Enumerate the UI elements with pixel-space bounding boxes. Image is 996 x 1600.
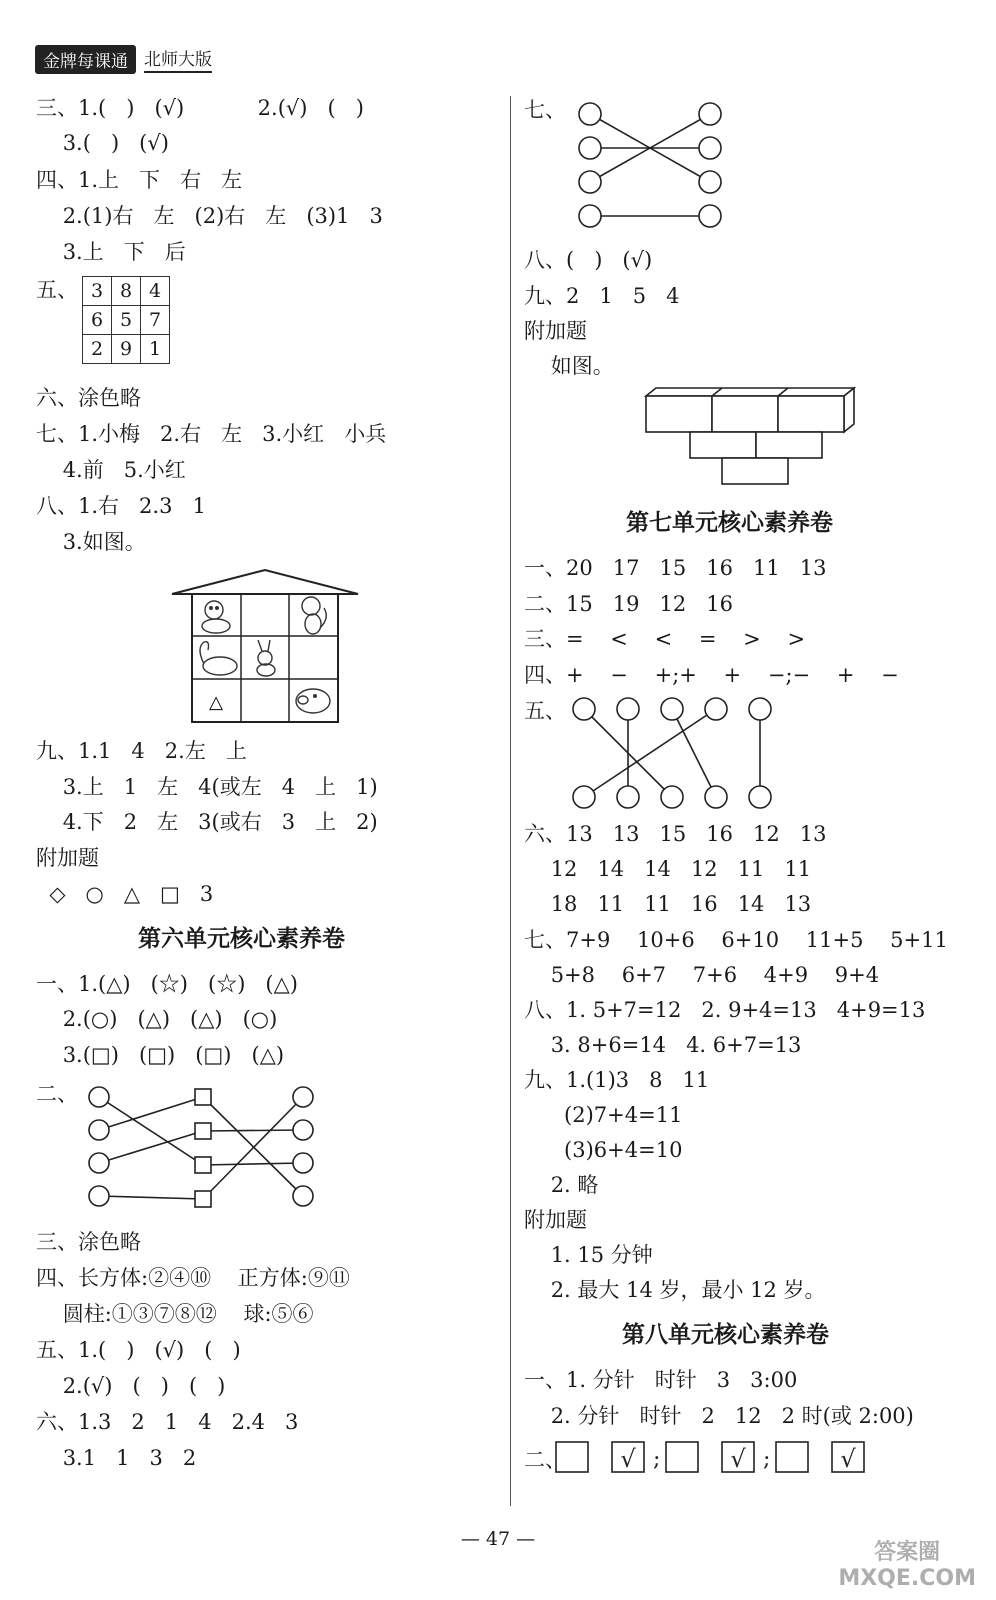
- answer-line: 六、13 13 15 16 12 13: [524, 822, 827, 846]
- answer-line: 12 14 14 12 11 11: [524, 857, 812, 881]
- answer-line: 五、: [36, 278, 78, 302]
- answer-line: 八、1.右 2.3 1: [36, 494, 206, 518]
- answer-line: 五、1.( ) (√) ( ): [36, 1338, 241, 1362]
- rabbit-icon: [257, 640, 275, 676]
- answer-line: ◇ ○ △ □ 3: [36, 882, 214, 906]
- answer-line: 六、1.3 2 1 4 2.4 3: [36, 1410, 299, 1434]
- answer-line: 3. 8+6=14 4. 6+7=13: [524, 1033, 802, 1057]
- answer-line: 2.(○) (△) (△) (○): [36, 1007, 278, 1031]
- answer-line: 圆柱:①③⑦⑧⑫ 球:⑤⑥: [36, 1302, 314, 1326]
- watermark-logo: [838, 1540, 976, 1592]
- grid-cell: 2: [83, 335, 112, 364]
- answer-line: 二、: [524, 1448, 566, 1472]
- answer-line: 2. 最大 14 岁，最小 12 岁。: [524, 1278, 826, 1302]
- matching-diagram-shapes: [86, 1084, 326, 1214]
- watermark-text: 答案圈: [874, 1540, 941, 1565]
- series-badge: 金牌每课通: [35, 45, 136, 74]
- answer-line: 六、涂色略: [36, 386, 141, 410]
- matching-diagram-circles-unit7: [572, 697, 778, 813]
- swan-icon: [200, 642, 237, 675]
- answer-line: 3.上 1 左 4(或左 4 上 1): [36, 775, 378, 799]
- answer-line: 四、+ − +;+ + −;− + −: [524, 663, 899, 687]
- dog-icon: [202, 601, 230, 633]
- matching-diagram-circles-7: [578, 102, 728, 232]
- cube-stack-figure: [646, 386, 858, 486]
- answer-line: 如图。: [524, 354, 614, 378]
- answer-line: 附加题: [524, 319, 587, 343]
- check-mark-icon: √: [840, 1445, 856, 1473]
- answer-line: 三、1.( ) (√) 2.(√) ( ): [36, 96, 364, 120]
- answer-line: 七、7+9 10+6 6+10 11+5 5+11: [524, 928, 948, 952]
- grid-cell: 3: [83, 277, 112, 306]
- answer-line: 一、1.(△) (☆) (☆) (△): [36, 972, 298, 996]
- answer-line: 一、20 17 15 16 11 13: [524, 556, 827, 580]
- section-title-unit8: 第八单元核心素养卷: [622, 1322, 829, 1348]
- grid-cell: 4: [141, 277, 170, 306]
- answer-line: 2. 分针 时针 2 12 2 时(或 2:00): [524, 1404, 914, 1428]
- section-title-unit7: 第七单元核心素养卷: [626, 510, 833, 536]
- svg-text:;: ;: [763, 1447, 771, 1472]
- answer-line: 三、= < < = > >: [524, 627, 806, 651]
- grid-cell: 6: [83, 306, 112, 335]
- answer-line: 3.如图。: [36, 530, 146, 554]
- answer-line: 二、15 19 12 16: [524, 592, 733, 616]
- answer-line: 1. 15 分钟: [524, 1243, 653, 1267]
- check-mark-icon: √: [730, 1445, 746, 1473]
- check-mark-icon: √: [620, 1445, 636, 1473]
- house-animal-figure: [170, 568, 360, 726]
- answer-line: 一、1. 分针 时针 3 3:00: [524, 1368, 798, 1392]
- grid-cell: 1: [141, 335, 170, 364]
- answer-line: 四、长方体:②④⑩ 正方体:⑨⑪: [36, 1266, 350, 1290]
- answer-line: 4.前 5.小红: [36, 458, 186, 482]
- answer-line: 八、1. 5+7=12 2. 9+4=13 4+9=13: [524, 998, 926, 1022]
- header: [35, 46, 212, 72]
- grid-cell: 8: [112, 277, 141, 306]
- answer-line: 18 11 11 16 14 13: [524, 892, 812, 916]
- page-number: — 47 —: [460, 1528, 536, 1550]
- answer-line: 3.上 下 后: [36, 240, 186, 264]
- svg-text:;: ;: [653, 1447, 661, 1472]
- answer-line: 七、1.小梅 2.右 左 3.小红 小兵: [36, 422, 387, 446]
- answer-line: 九、1.1 4 2.左 上: [36, 739, 247, 763]
- triangle-icon: △: [209, 692, 223, 713]
- answer-line: 三、涂色略: [36, 1230, 141, 1254]
- answer-line: 四、1.上 下 右 左: [36, 168, 243, 192]
- answer-line: 5+8 6+7 7+6 4+9 9+4: [524, 963, 880, 987]
- watermark-url: MXQE.COM: [838, 1566, 976, 1591]
- answer-line: 九、1.(1)3 8 11: [524, 1068, 710, 1092]
- answer-line: 七、: [524, 98, 566, 122]
- pig-icon: [296, 689, 330, 713]
- answer-line: 九、2 1 5 4: [524, 284, 680, 308]
- answer-line: 3.1 1 3 2: [36, 1446, 197, 1470]
- magic-square-grid: [82, 276, 170, 364]
- answer-line: (2)7+4=11: [524, 1103, 683, 1127]
- answer-line: 附加题: [524, 1208, 587, 1232]
- edition-label: 北师大版: [144, 45, 212, 73]
- answer-line: 二、: [36, 1082, 78, 1106]
- answer-line: 附加题: [36, 846, 99, 870]
- answer-line: 2.(1)右 左 (2)右 左 (3)1 3: [36, 204, 383, 228]
- answer-line: 3.(□) (□) (□) (△): [36, 1043, 285, 1067]
- answer-line: 3.( ) (√): [36, 131, 169, 155]
- answer-line: (3)6+4=10: [524, 1138, 683, 1162]
- grid-cell: 9: [112, 335, 141, 364]
- grid-cell: 7: [141, 306, 170, 335]
- monkey-icon: [302, 597, 326, 634]
- checkbox-answer-row: [552, 1440, 872, 1476]
- answer-line: 八、( ) (√): [524, 248, 653, 272]
- grid-cell: 5: [112, 306, 141, 335]
- answer-line: 2.(√) ( ) ( ): [36, 1374, 226, 1398]
- section-title-unit6: 第六单元核心素养卷: [138, 926, 345, 952]
- answer-line: 2. 略: [524, 1173, 599, 1197]
- answer-line: 4.下 2 左 3(或右 3 上 2): [36, 810, 378, 834]
- column-divider: [510, 96, 511, 1506]
- answer-line: 五、: [524, 699, 566, 723]
